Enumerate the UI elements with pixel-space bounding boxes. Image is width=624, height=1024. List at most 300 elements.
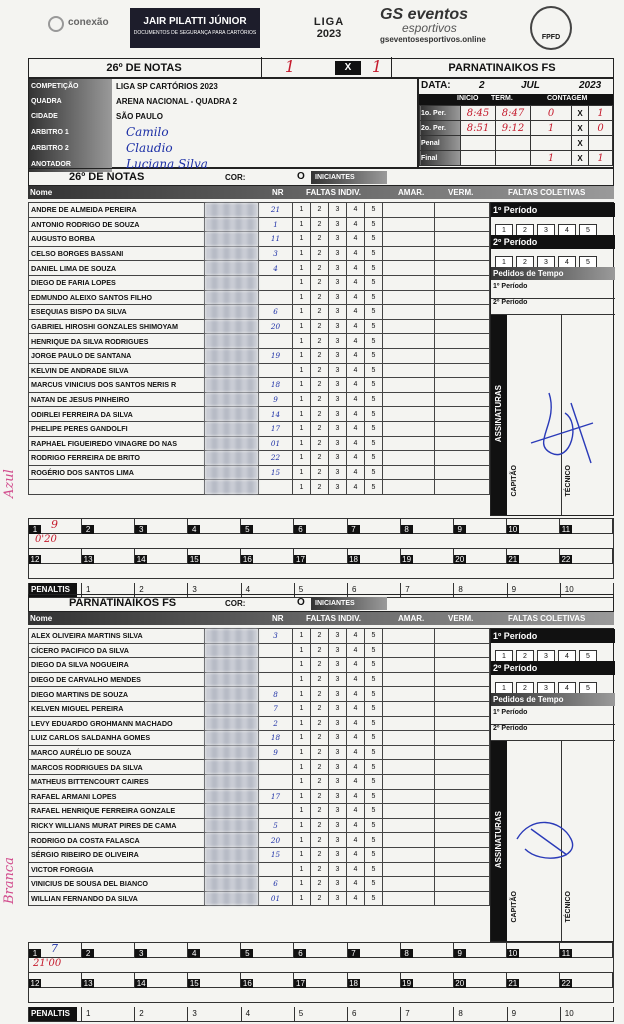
- col-faltas-coletivas: FALTAS COLETIVAS: [508, 614, 586, 623]
- red-card-cell: [435, 658, 490, 673]
- score-home-team: 26º DE NOTAS: [106, 62, 182, 74]
- red-card-cell: [435, 629, 490, 644]
- individual-foul-cell: 2: [311, 789, 329, 804]
- period-count-a: [531, 136, 572, 151]
- individual-foul-cell: 5: [365, 760, 383, 775]
- individual-foul-cell: 5: [365, 687, 383, 702]
- redacted-document-cell: [205, 232, 259, 247]
- player-name: SÉRGIO RIBEIRO DE OLIVEIRA: [29, 847, 205, 862]
- period-start: [461, 136, 496, 151]
- col-nr: NR: [272, 614, 284, 623]
- periods-table: [419, 105, 613, 166]
- player-name: ANTONIO RODRIGO DE SOUZA: [29, 217, 205, 232]
- period-count-b: 1: [589, 151, 613, 166]
- team2-signature-scribble: [511, 809, 581, 869]
- goal-number-label: 7: [348, 525, 360, 534]
- red-card-cell: [435, 203, 490, 218]
- penalty-cell: 2: [134, 1007, 187, 1021]
- goal-number-cell: [135, 973, 188, 987]
- individual-foul-cell: 5: [365, 275, 383, 290]
- red-card-cell: [435, 334, 490, 349]
- redacted-document-cell: [205, 643, 259, 658]
- individual-foul-cell: 5: [365, 789, 383, 804]
- red-card-cell: [435, 745, 490, 760]
- penaltis-label: PENALTIS: [29, 583, 77, 597]
- individual-foul-cell: 1: [293, 407, 311, 422]
- individual-foul-cell: 5: [365, 232, 383, 247]
- individual-foul-cell: 3: [329, 847, 347, 862]
- player-row: [29, 217, 490, 232]
- individual-foul-cell: 3: [329, 629, 347, 644]
- red-card-cell: [435, 232, 490, 247]
- individual-foul-cell: 4: [347, 745, 365, 760]
- team2-periodo2-label: 2º Período: [491, 661, 615, 675]
- player-row: [29, 804, 490, 819]
- individual-foul-cell: 3: [329, 275, 347, 290]
- label-quadra: QUADRA: [29, 94, 112, 109]
- individual-foul-cell: 1: [293, 716, 311, 731]
- individual-foul-cell: 2: [311, 465, 329, 480]
- player-name: MARCO AURÉLIO DE SOUZA: [29, 745, 205, 760]
- periods-header: [419, 94, 613, 105]
- player-row: [29, 687, 490, 702]
- individual-foul-cell: 2: [311, 348, 329, 363]
- individual-foul-cell: 4: [347, 701, 365, 716]
- player-row: [29, 716, 490, 731]
- team1-coletivas-panel: [490, 202, 614, 516]
- individual-foul-cell: 1: [293, 687, 311, 702]
- penalty-cell: 5: [294, 1007, 347, 1021]
- individual-foul-cell: 2: [311, 877, 329, 892]
- redacted-document-cell: [205, 672, 259, 687]
- individual-foul-cell: 3: [329, 877, 347, 892]
- redacted-document-cell: [205, 745, 259, 760]
- team2-periodo1-label: 1º Período: [491, 629, 615, 643]
- individual-foul-cell: 4: [347, 891, 365, 906]
- player-name: VICTOR FORGGIA: [29, 862, 205, 877]
- individual-foul-cell: 1: [293, 217, 311, 232]
- individual-foul-cell: 3: [329, 363, 347, 378]
- individual-foul-cell: 4: [347, 334, 365, 349]
- redacted-document-cell: [205, 392, 259, 407]
- penalty-cell: 10: [560, 583, 613, 597]
- yellow-card-cell: [383, 436, 435, 451]
- player-number: 20: [259, 833, 293, 848]
- collective-foul-box: 3: [537, 256, 555, 270]
- player-name: RAFAEL HENRIQUE FERREIRA GONZALE: [29, 804, 205, 819]
- goal-number-label: 13: [83, 555, 93, 564]
- period-label: Final: [420, 151, 461, 166]
- goal-number-cell: [82, 549, 135, 563]
- team1-goals-row-top: [28, 518, 614, 534]
- collective-foul-box: 1: [495, 224, 513, 238]
- player-name: VINICIUS DE SOUSA DEL BIANCO: [29, 877, 205, 892]
- redacted-document-cell: [205, 818, 259, 833]
- individual-foul-cell: 3: [329, 232, 347, 247]
- red-card-cell: [435, 378, 490, 393]
- individual-foul-cell: 1: [293, 731, 311, 746]
- player-row: [29, 789, 490, 804]
- player-number: 22: [259, 451, 293, 466]
- redacted-document-cell: [205, 701, 259, 716]
- player-row: [29, 629, 490, 644]
- collective-foul-box: 5: [579, 224, 597, 238]
- team1-iniciantes-label: INICIANTES: [311, 171, 387, 184]
- team1-color-note: Azul: [2, 469, 17, 498]
- individual-foul-cell: 5: [365, 480, 383, 495]
- yellow-card-cell: [383, 658, 435, 673]
- penalty-cell: 9: [507, 1007, 560, 1021]
- individual-foul-cell: 3: [329, 731, 347, 746]
- player-name: RODRIGO DA COSTA FALASCA: [29, 833, 205, 848]
- team1-goals-blank-row: [28, 564, 614, 579]
- individual-foul-cell: 5: [365, 217, 383, 232]
- date-row: [419, 79, 613, 95]
- individual-foul-cell: 4: [347, 348, 365, 363]
- collective-foul-box: 2: [516, 224, 534, 238]
- goal-number-cell: [294, 549, 347, 563]
- player-number: 18: [259, 378, 293, 393]
- collective-foul-box: 2: [516, 650, 534, 664]
- team2-pedidos-label: Pedidos de Tempo: [491, 693, 615, 706]
- period-end: [496, 136, 531, 151]
- team1-capitao-label: CAPITÃO: [511, 465, 518, 497]
- team2-assinaturas-bar: [491, 741, 507, 941]
- individual-foul-cell: 1: [293, 203, 311, 218]
- redacted-document-cell: [205, 451, 259, 466]
- red-card-cell: [435, 701, 490, 716]
- individual-foul-cell: 5: [365, 891, 383, 906]
- conexao-ring-icon: [48, 16, 64, 32]
- col-amar: AMAR.: [398, 614, 425, 623]
- yellow-card-cell: [383, 629, 435, 644]
- player-row: [29, 261, 490, 276]
- yellow-card-cell: [383, 465, 435, 480]
- period-x: X: [572, 106, 589, 121]
- gs-logo-url: gseventosesportivos.online: [380, 35, 486, 44]
- yellow-card-cell: [383, 789, 435, 804]
- individual-foul-cell: 5: [365, 392, 383, 407]
- redacted-document-cell: [205, 760, 259, 775]
- gs-logo: [380, 6, 514, 50]
- yellow-card-cell: [383, 833, 435, 848]
- player-name: [29, 480, 205, 495]
- player-number: [259, 658, 293, 673]
- goal-number-cell: [82, 973, 135, 987]
- red-card-cell: [435, 789, 490, 804]
- period-x: X: [572, 151, 589, 166]
- individual-foul-cell: 4: [347, 275, 365, 290]
- individual-foul-cell: 4: [347, 643, 365, 658]
- goal-number-label: 4: [188, 525, 200, 534]
- yellow-card-cell: [383, 716, 435, 731]
- individual-foul-cell: 3: [329, 480, 347, 495]
- individual-foul-cell: 5: [365, 701, 383, 716]
- redacted-document-cell: [205, 363, 259, 378]
- goal-number-cell: [454, 549, 507, 563]
- player-number: 17: [259, 789, 293, 804]
- player-row: [29, 833, 490, 848]
- period-count-b: 0: [589, 121, 613, 136]
- player-name: EDMUNDO ALEIXO SANTOS FILHO: [29, 290, 205, 305]
- penalty-cell: 1: [81, 583, 134, 597]
- goal-number-label: 4: [188, 949, 200, 958]
- individual-foul-cell: 4: [347, 774, 365, 789]
- goal-number-label: 1: [29, 525, 41, 534]
- player-row: [29, 378, 490, 393]
- value-arbitro1: Camilo: [126, 125, 169, 139]
- goal-number-label: 19: [402, 555, 412, 564]
- goal-number-cell: [401, 943, 454, 957]
- individual-foul-cell: 4: [347, 687, 365, 702]
- yellow-card-cell: [383, 862, 435, 877]
- player-name: MATHEUS BITTENCOURT CAIRES: [29, 774, 205, 789]
- team1-signature-scribble: [521, 383, 601, 473]
- red-card-cell: [435, 465, 490, 480]
- individual-foul-cell: 2: [311, 392, 329, 407]
- player-row: [29, 745, 490, 760]
- collective-foul-box: 5: [579, 650, 597, 664]
- goal-number-label: 2: [82, 949, 94, 958]
- individual-foul-cell: 3: [329, 451, 347, 466]
- yellow-card-cell: [383, 847, 435, 862]
- player-row: [29, 862, 490, 877]
- individual-foul-cell: 3: [329, 818, 347, 833]
- yellow-card-cell: [383, 877, 435, 892]
- conexao-logo: [48, 14, 116, 42]
- penalty-cell: 6: [347, 1007, 400, 1021]
- red-card-cell: [435, 217, 490, 232]
- red-card-cell: [435, 877, 490, 892]
- individual-foul-cell: 1: [293, 246, 311, 261]
- label-arbitro1: ARBITRO 1: [29, 124, 112, 140]
- score-x: X: [335, 61, 361, 75]
- penalty-cell: 6: [347, 583, 400, 597]
- individual-foul-cell: 1: [293, 232, 311, 247]
- individual-foul-cell: 2: [311, 760, 329, 775]
- period-count-a: 1: [531, 151, 572, 166]
- red-card-cell: [435, 687, 490, 702]
- penalty-cell: 1: [81, 1007, 134, 1021]
- individual-foul-cell: 2: [311, 672, 329, 687]
- player-name: ODIRLEI FERREIRA DA SILVA: [29, 407, 205, 422]
- player-name: KELVIN DE ANDRADE SILVA: [29, 363, 205, 378]
- individual-foul-cell: 5: [365, 804, 383, 819]
- individual-foul-cell: 3: [329, 421, 347, 436]
- individual-foul-cell: 1: [293, 804, 311, 819]
- individual-foul-cell: 4: [347, 451, 365, 466]
- individual-foul-cell: 3: [329, 261, 347, 276]
- col-faltas-coletivas: FALTAS COLETIVAS: [508, 188, 586, 197]
- player-number: 21: [259, 203, 293, 218]
- player-row: [29, 731, 490, 746]
- player-name: DIEGO MARTINS DE SOUZA: [29, 687, 205, 702]
- collective-foul-box: 4: [558, 682, 576, 696]
- goal-number-label: 10: [508, 525, 518, 534]
- individual-foul-cell: 4: [347, 658, 365, 673]
- individual-foul-cell: 4: [347, 378, 365, 393]
- individual-foul-cell: 4: [347, 392, 365, 407]
- yellow-card-cell: [383, 290, 435, 305]
- player-number: [259, 334, 293, 349]
- goal-number-label: 17: [296, 555, 305, 564]
- red-card-cell: [435, 319, 490, 334]
- goal-number-label: 5: [241, 525, 253, 534]
- team2-penaltis-row: [28, 1007, 614, 1022]
- individual-foul-cell: 1: [293, 378, 311, 393]
- team1-goal-note-number: 9: [51, 518, 58, 531]
- red-card-cell: [435, 672, 490, 687]
- collective-foul-box: 1: [495, 682, 513, 696]
- value-competicao: LIGA SP CARTÓRIOS 2023: [116, 82, 218, 91]
- yellow-card-cell: [383, 392, 435, 407]
- individual-foul-cell: 4: [347, 261, 365, 276]
- goal-number-cell: [454, 943, 507, 957]
- player-row: [29, 847, 490, 862]
- individual-foul-cell: 5: [365, 658, 383, 673]
- team2-cor-label: COR:: [225, 599, 246, 608]
- player-number: [259, 774, 293, 789]
- player-row: [29, 658, 490, 673]
- individual-foul-cell: 3: [329, 658, 347, 673]
- player-number: 6: [259, 305, 293, 320]
- player-number: 3: [259, 629, 293, 644]
- goal-number-label: 16: [242, 979, 252, 988]
- team2-iniciantes-label: INICIANTES: [311, 597, 387, 610]
- red-card-cell: [435, 731, 490, 746]
- team2-color-note: Branca: [2, 857, 17, 904]
- player-name: DIEGO DE FARIA LOPES: [29, 275, 205, 290]
- score-bar: [28, 58, 614, 78]
- player-name: WILLIAN FERNANDO DA SILVA: [29, 891, 205, 906]
- player-row: [29, 436, 490, 451]
- player-name: RAFAEL ARMANI LOPES: [29, 789, 205, 804]
- individual-foul-cell: 3: [329, 745, 347, 760]
- player-name: LEVY EDUARDO GROHMANN MACHADO: [29, 716, 205, 731]
- individual-foul-cell: 1: [293, 789, 311, 804]
- individual-foul-cell: 2: [311, 305, 329, 320]
- goal-number-label: 14: [136, 555, 146, 564]
- individual-foul-cell: 4: [347, 833, 365, 848]
- collective-foul-box: 1: [495, 256, 513, 270]
- individual-foul-cell: 5: [365, 847, 383, 862]
- individual-foul-cell: 5: [365, 436, 383, 451]
- redacted-document-cell: [205, 217, 259, 232]
- goal-number-cell: [507, 973, 560, 987]
- individual-foul-cell: 4: [347, 716, 365, 731]
- player-number: 2: [259, 716, 293, 731]
- individual-foul-cell: 4: [347, 847, 365, 862]
- yellow-card-cell: [383, 818, 435, 833]
- goal-number-cell: [241, 549, 294, 563]
- team2-col-headers: [28, 612, 614, 625]
- col-verm: VERM.: [448, 614, 474, 623]
- individual-foul-cell: 2: [311, 701, 329, 716]
- yellow-card-cell: [383, 701, 435, 716]
- individual-foul-cell: 3: [329, 804, 347, 819]
- individual-foul-cell: 3: [329, 687, 347, 702]
- player-name: GABRIEL HIROSHI GONZALES SHIMOYAM: [29, 319, 205, 334]
- individual-foul-cell: 5: [365, 629, 383, 644]
- red-card-cell: [435, 833, 490, 848]
- col-faltas-indiv: FALTAS INDIV.: [306, 614, 361, 623]
- period-count-a: 1: [531, 121, 572, 136]
- individual-foul-cell: 4: [347, 731, 365, 746]
- goal-number-cell: [188, 549, 241, 563]
- player-name: ROGÉRIO DOS SANTOS LIMA: [29, 465, 205, 480]
- redacted-document-cell: [205, 658, 259, 673]
- goal-number-label: 12: [30, 979, 40, 988]
- red-card-cell: [435, 760, 490, 775]
- player-row: [29, 319, 490, 334]
- team2-assinaturas-label: ASSINATURAS: [494, 811, 503, 869]
- red-card-cell: [435, 275, 490, 290]
- player-number: 01: [259, 891, 293, 906]
- team2-coletivas-panel: [490, 628, 614, 942]
- individual-foul-cell: 2: [311, 407, 329, 422]
- team1-pedidos-label: Pedidos de Tempo: [491, 267, 615, 280]
- yellow-card-cell: [383, 305, 435, 320]
- individual-foul-cell: 4: [347, 407, 365, 422]
- individual-foul-cell: 2: [311, 847, 329, 862]
- team2-goals-blank-row: [28, 988, 614, 1003]
- individual-foul-cell: 5: [365, 378, 383, 393]
- individual-foul-cell: 4: [347, 480, 365, 495]
- player-number: [259, 275, 293, 290]
- goal-number-cell: [348, 549, 401, 563]
- red-card-cell: [435, 421, 490, 436]
- goal-number-cell: [135, 519, 188, 533]
- player-number: 20: [259, 319, 293, 334]
- individual-foul-cell: 2: [311, 275, 329, 290]
- team1-name: 26º DE NOTAS: [69, 171, 145, 183]
- individual-foul-cell: 5: [365, 334, 383, 349]
- goal-number-cell: [401, 973, 454, 987]
- individual-foul-cell: 1: [293, 421, 311, 436]
- team2-header: [28, 594, 614, 612]
- period-row: [420, 121, 613, 136]
- individual-foul-cell: 2: [311, 334, 329, 349]
- period-start: [461, 151, 496, 166]
- redacted-document-cell: [205, 261, 259, 276]
- player-row: [29, 407, 490, 422]
- individual-foul-cell: 1: [293, 847, 311, 862]
- player-row: [29, 232, 490, 247]
- yellow-card-cell: [383, 774, 435, 789]
- individual-foul-cell: 1: [293, 465, 311, 480]
- team1-goals-row-bottom: [28, 549, 614, 564]
- yellow-card-cell: [383, 760, 435, 775]
- player-number: 18: [259, 731, 293, 746]
- individual-foul-cell: 1: [293, 319, 311, 334]
- individual-foul-cell: 1: [293, 862, 311, 877]
- yellow-card-cell: [383, 203, 435, 218]
- individual-foul-cell: 1: [293, 290, 311, 305]
- date-month: JUL: [521, 80, 540, 91]
- goal-number-cell: [135, 943, 188, 957]
- redacted-document-cell: [205, 348, 259, 363]
- goal-number-cell: [294, 943, 347, 957]
- goal-number-label: 9: [454, 949, 466, 958]
- redacted-document-cell: [205, 378, 259, 393]
- red-card-cell: [435, 436, 490, 451]
- player-number: 9: [259, 745, 293, 760]
- team1-goal-note-time: 0'20: [35, 534, 57, 545]
- player-name: DIEGO DE CARVALHO MENDES: [29, 672, 205, 687]
- redacted-document-cell: [205, 687, 259, 702]
- yellow-card-cell: [383, 643, 435, 658]
- individual-foul-cell: 5: [365, 290, 383, 305]
